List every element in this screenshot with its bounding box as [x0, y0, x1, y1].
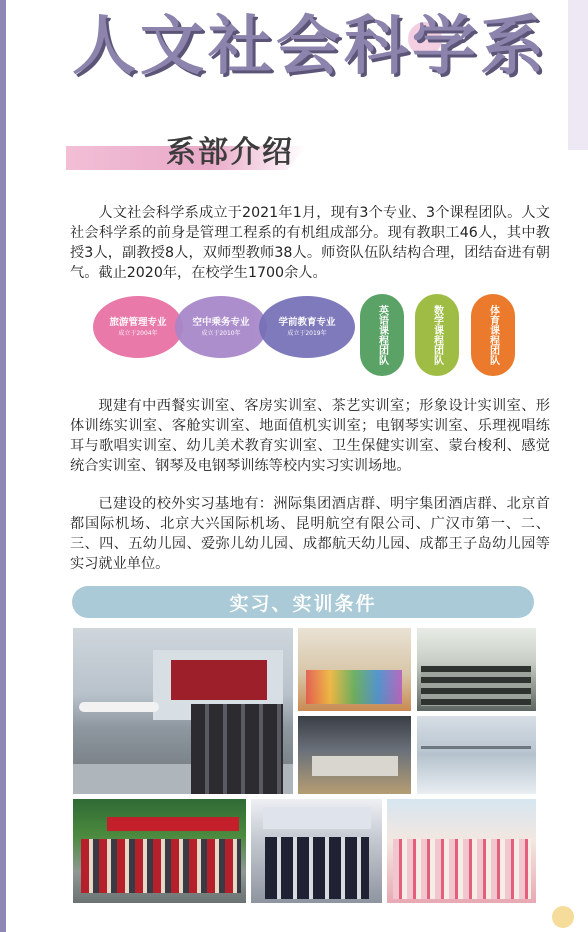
tea-art-room-photo: [298, 716, 411, 794]
major-name: 学前教育专业: [278, 317, 336, 328]
piano-classroom-photo: [417, 628, 536, 711]
majors-group: [93, 296, 363, 358]
team-pill-pe: 体育课程团队: [471, 294, 515, 376]
labs-paragraph: 现建有中西餐实训室、客房实训室、茶艺实训室；形象设计实训室、形体训练实训室、客舱实训室、地面值机实训室；电钢琴实训室、乐理视唱练耳与歌唱实训室、幼儿美术教育实训室、卫生保健实训室、蒙台梭利、感觉统合实训室、钢琴及电钢琴训练等校内实习实训场地。: [70, 398, 550, 474]
practice-heading-text: 实习、实训条件: [229, 592, 377, 615]
bases-paragraph: 已建设的校外实习基地有：洲际集团酒店群、明宇集团酒店群、北京首都国际机场、北京大兴国际机场、昆明航空有限公司、广汉市第一、二、三、四、五幼儿园、爱弥儿幼儿园、成都航天幼儿园、成都王子岛幼儿园等实习就业单位。: [70, 496, 550, 572]
kindergarten-group-photo: [387, 799, 536, 903]
bottom-decoration-circle: [552, 906, 574, 928]
major-name: 旅游管理专业: [109, 317, 167, 328]
cabin-crew-photo: [251, 799, 382, 903]
major-established: 成立于2004年: [118, 330, 158, 337]
intro-paragraph: 人文社会科学系成立于2021年1月，现有3个专业、3个课程团队。人文社会科学系的前身是管理工程系的有机组成部分。现有教职工46人，其中教授3人，副教授8人，双师型教师38人。师资队伍队结构合理，团结奋进有朝气。截止2020年，在校学生1700余人。: [70, 205, 550, 281]
major-circle-preschool: [259, 296, 355, 358]
section-heading-practice: [72, 586, 534, 618]
section-heading-intro: 系部介绍: [166, 135, 294, 170]
major-circle-flight-attendant: [175, 296, 267, 358]
major-circle-tourism: [93, 296, 183, 358]
aviation-training-room-photo: [73, 628, 293, 794]
corner-decoration: [568, 0, 588, 150]
team-pill-english: 英语课程团队: [360, 294, 404, 376]
major-established: 成立于2019年: [287, 330, 327, 337]
major-established: 成立于2010年: [201, 330, 241, 337]
major-name: 空中乘务专业: [192, 317, 250, 328]
page-title: 人文社会科学系: [72, 10, 548, 84]
group-photo-outdoor: [73, 799, 246, 903]
kindergarten-classroom-photo: [298, 628, 411, 711]
dance-studio-photo: [417, 716, 536, 794]
left-accent-bar: [0, 0, 6, 932]
team-pill-math: 数学课程团队: [415, 294, 459, 376]
